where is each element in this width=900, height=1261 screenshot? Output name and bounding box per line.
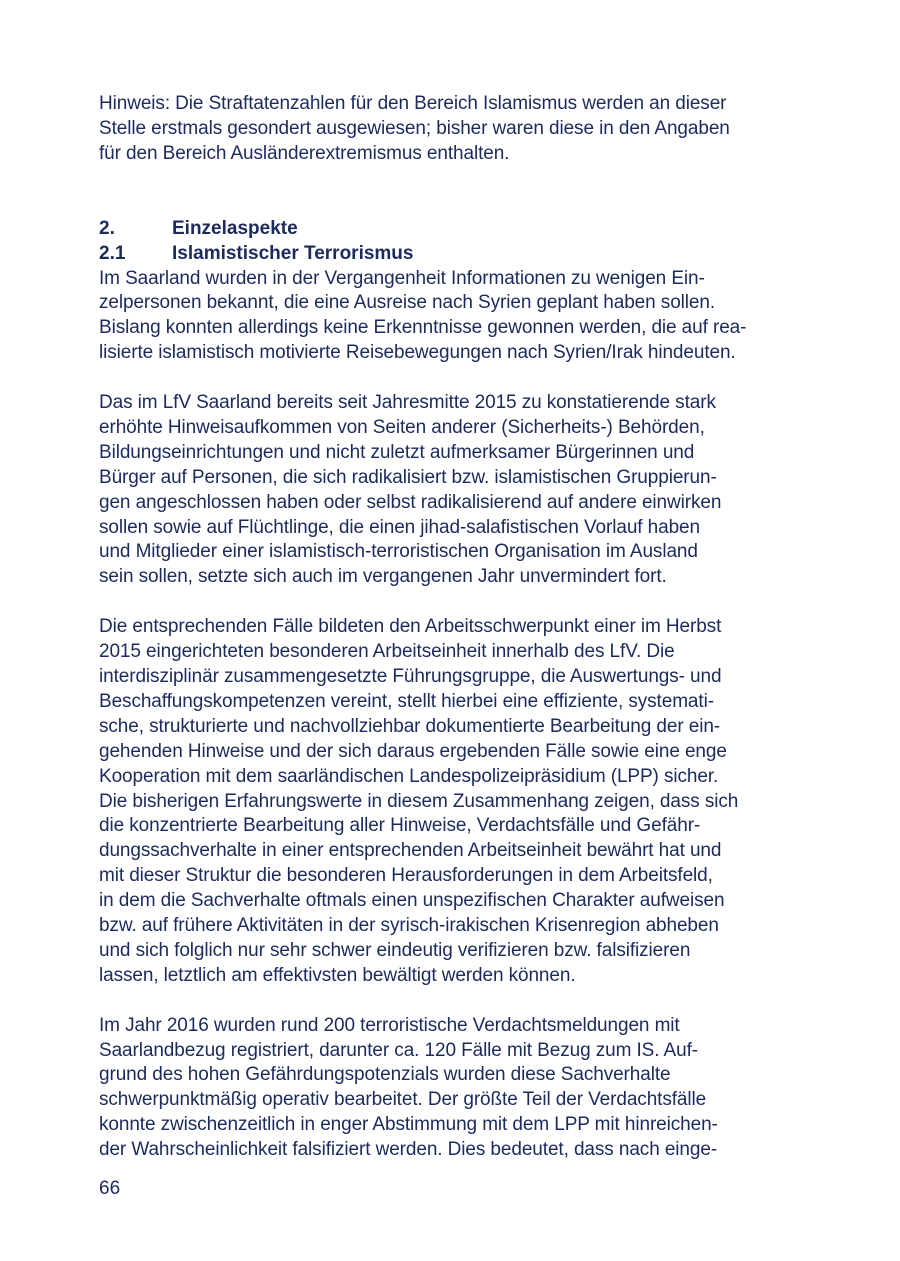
text-line: Saarlandbezug registriert, darunter ca. 120 Fälle mit Bezug zum IS. Auf- (99, 1039, 698, 1061)
text-line: konnte zwischenzeitlich in enger Abstimmung mit dem LPP mit hinreichen- (99, 1114, 718, 1136)
text-line: und Mitglieder einer islamistisch-terroristischen Organisation im Ausland (99, 541, 698, 563)
text-line: sollen sowie auf Flüchtlinge, die einen jihad-salafistischen Vorlauf haben (99, 516, 700, 538)
text-line: Bürger auf Personen, die sich radikalisiert bzw. islamistischen Gruppierun- (99, 466, 717, 488)
text-line: Im Jahr 2016 wurden rund 200 terroristische Verdachtsmeldungen mit (99, 1014, 680, 1036)
subsection-title: Islamistischer Terrorismus (172, 242, 414, 264)
text-line: Die entsprechenden Fälle bildeten den Arbeitsschwerpunkt einer im Herbst (99, 616, 722, 638)
subsection-number: 2.1 (99, 242, 126, 264)
text-line: für den Bereich Ausländerextremismus enthalten. (99, 142, 510, 164)
text-line: Das im LfV Saarland bereits seit Jahresmitte 2015 zu konstatierende stark (99, 392, 716, 414)
text-line: dungssachverhalte in einer entsprechenden Arbeitseinheit bewährt hat und (99, 840, 722, 862)
text-line: lassen, letztlich am effektivsten bewältigt werden können. (99, 964, 576, 986)
document-page (99, 92, 809, 1188)
section-number: 2. (99, 217, 115, 239)
text-line: der Wahrscheinlichkeit falsifiziert werden. Dies bedeutet, dass nach einge- (99, 1139, 718, 1161)
text-line: Im Saarland wurden in der Vergangenheit Informationen zu wenigen Ein- (99, 267, 705, 289)
text-line: lisierte islamistisch motivierte Reisebewegungen nach Syrien/Irak hindeuten. (99, 342, 736, 364)
text-line: und sich folglich nur sehr schwer eindeutig verifizieren bzw. falsifizieren (99, 939, 691, 961)
text-line: sein sollen, setzte sich auch im vergangenen Jahr unvermindert fort. (99, 566, 667, 588)
section-heading (99, 217, 809, 242)
body-paragraph (99, 1014, 809, 1163)
text-line: bzw. auf frühere Aktivitäten in der syrisch-irakischen Krisenregion abheben (99, 915, 719, 937)
text-line: zelpersonen bekannt, die eine Ausreise nach Syrien geplant haben sollen. (99, 292, 716, 314)
text-line: schwerpunktmäßig operativ bearbeitet. Der größte Teil der Verdachtsfälle (99, 1089, 707, 1111)
text-line: gehenden Hinweise und der sich daraus ergebenden Fälle sowie eine enge (99, 740, 727, 762)
text-line: gen angeschlossen haben oder selbst radikalisierend auf andere einwirken (99, 491, 722, 513)
text-line: grund des hohen Gefährdungspotenzials wurden diese Sachverhalte (99, 1064, 671, 1086)
note-paragraph (99, 92, 809, 167)
text-line: Kooperation mit dem saarländischen Landespolizeipräsidium (LPP) sicher. (99, 765, 719, 787)
body-paragraph (99, 391, 809, 590)
text-line: sche, strukturierte und nachvollziehbar dokumentierte Bearbeitung der ein- (99, 715, 721, 737)
text-line: Bislang konnten allerdings keine Erkenntnisse gewonnen werden, die auf rea- (99, 317, 747, 339)
section-title: Einzelaspekte (172, 217, 298, 239)
page-number: 66 (99, 1178, 121, 1199)
text-line: 2015 eingerichteten besonderen Arbeitseinheit innerhalb des LfV. Die (99, 641, 675, 663)
text-line: Beschaffungskompetenzen vereint, stellt hierbei eine effiziente, systemati- (99, 690, 714, 712)
text-line: die konzentrierte Bearbeitung aller Hinweise, Verdachtsfälle und Gefähr- (99, 815, 701, 837)
text-line: Bildungseinrichtungen und nicht zuletzt aufmerksamer Bürgerinnen und (99, 441, 695, 463)
body-paragraph (99, 267, 809, 367)
body-paragraph (99, 615, 809, 989)
subsection-heading (99, 242, 809, 267)
text-line: Stelle erstmals gesondert ausgewiesen; bisher waren diese in den Angaben (99, 117, 730, 139)
text-line: interdisziplinär zusammengesetzte Führungsgruppe, die Auswertungs- und (99, 666, 722, 687)
text-line: Hinweis: Die Straftatenzahlen für den Bereich Islamismus werden an dieser (99, 93, 727, 114)
text-line: Die bisherigen Erfahrungswerte in diesem Zusammenhang zeigen, dass sich (99, 790, 739, 812)
text-line: in dem die Sachverhalte oftmals einen unspezifischen Charakter aufweisen (99, 890, 725, 912)
text-line: mit dieser Struktur die besonderen Herausforderungen in dem Arbeitsfeld, (99, 865, 713, 887)
text-line: erhöhte Hinweisaufkommen von Seiten anderer (Sicherheits-) Behörden, (99, 416, 705, 438)
